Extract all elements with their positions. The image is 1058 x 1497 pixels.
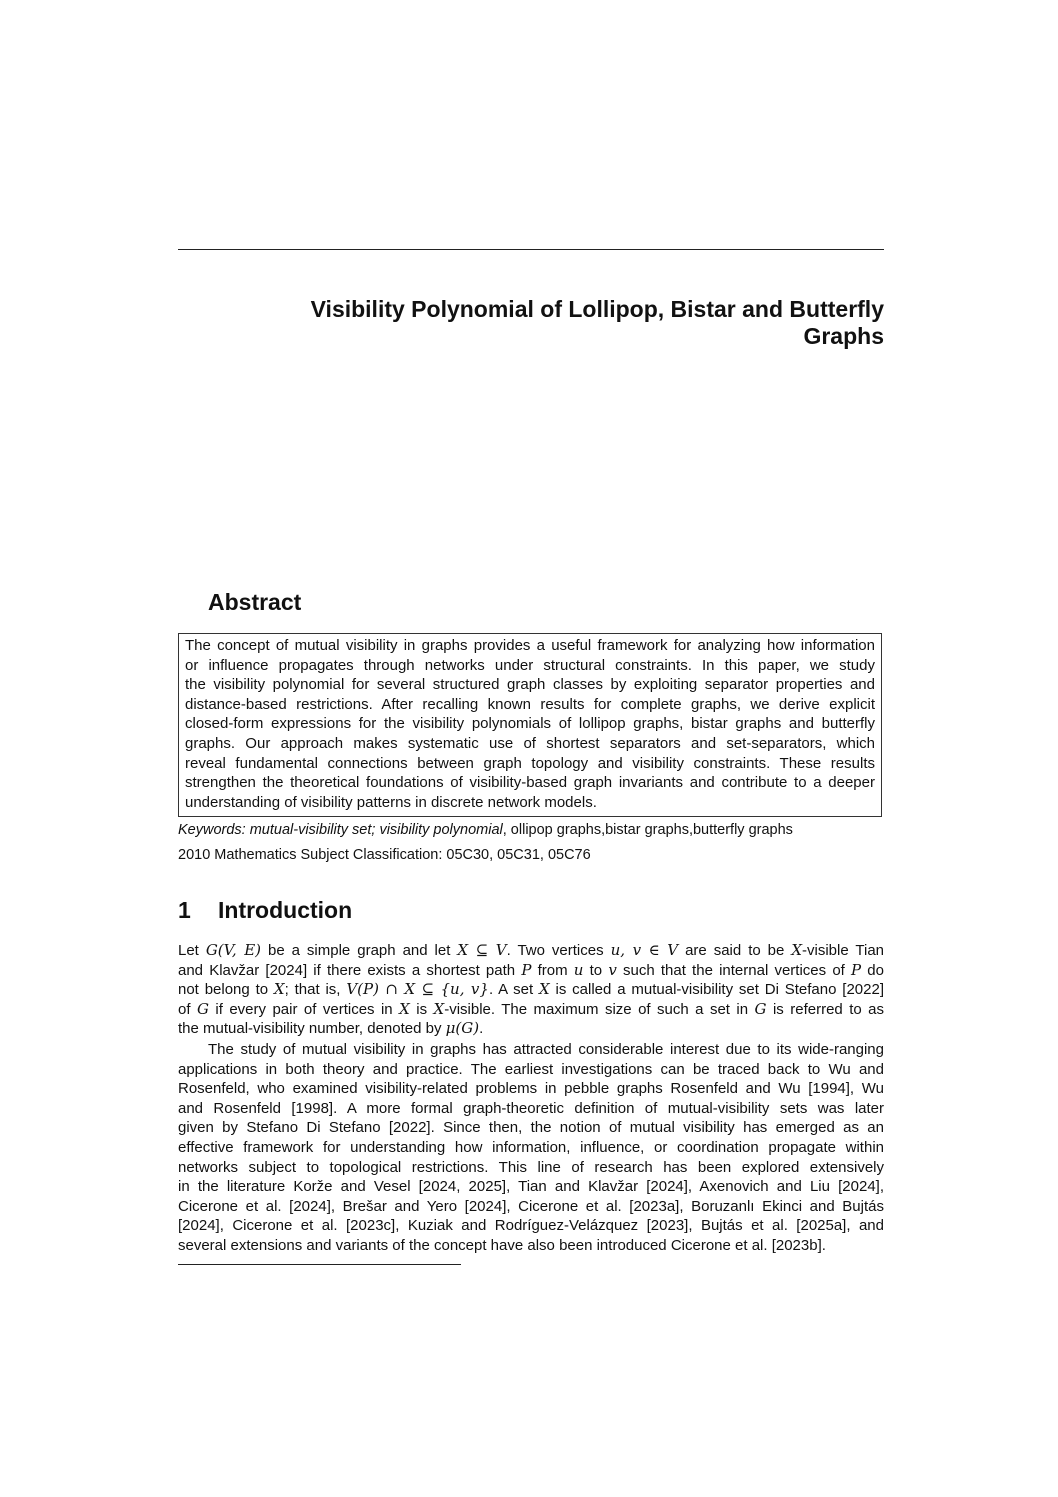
- paragraph-line: and Rosenfeld [1998]. A more formal graph-theoretic definition of mutual-visibility sets was later: [178, 1099, 884, 1117]
- title-line-1: Visibility Polynomial of Lollipop, Bistar and Butterfly: [310, 296, 884, 322]
- intro-paragraph-1: [178, 941, 884, 1039]
- abstract-box: [178, 633, 882, 817]
- abstract-heading: Abstract: [208, 589, 302, 615]
- paragraph-line: of G if every pair of vertices in X is X-visible. The maximum size of such a set in G is referred to as: [178, 999, 884, 1018]
- section-number: 1: [178, 897, 191, 923]
- section-title: Introduction: [218, 897, 353, 923]
- msc-classification: 2010 Mathematics Subject Classification: 05C30, 05C31, 05C76: [178, 847, 591, 863]
- abstract-line: closed-form expressions for the visibility polynomials of lollipop graphs, bistar graphs and butterfly: [185, 715, 875, 733]
- paragraph-line: not belong to X; that is, V(P) ∩ X ⊆ {u, v}. A set X is called a mutual-visibility set Di Stefano [2022]: [178, 980, 885, 999]
- paragraph-line: applications in both theory and practice. The earliest investigations can be traced back to Wu and: [178, 1060, 884, 1078]
- abstract-line: the visibility polynomial for several structured graph classes by exploiting separator properties and: [185, 676, 875, 694]
- keywords-label: Keywords: mutual-visibility set; visibility polynomial: [178, 822, 503, 838]
- abstract-line: reveal fundamental connections between graph topology and visibility constraints. These results: [185, 754, 875, 772]
- abstract-line: The concept of mutual visibility in graphs provides a useful framework for analyzing how information: [185, 637, 875, 654]
- abstract-line: strengthen the theoretical foundations of visibility-based graph invariants and contribute to a deeper: [185, 774, 875, 792]
- paragraph-line: in the literature Korže and Vesel [2024, 2025], Tian and Klavžar [2024], Axenovich and Liu [2024],: [178, 1178, 884, 1196]
- paragraph-line: effective framework for understanding how information, influence, or coordination propagate within: [178, 1138, 884, 1156]
- paragraph-line: and Klavžar [2024] if there exists a shortest path P from u to v such that the internal vertices of P do: [178, 960, 884, 979]
- paragraph-line: networks subject to topological restrictions. This line of research has been explored extensively: [178, 1158, 884, 1176]
- paragraph-line: given by Stefano Di Stefano [2022]. Since then, the notion of mutual visibility has emerged as an: [178, 1119, 884, 1137]
- abstract-line: graphs. Our approach makes systematic use of shortest separators and set-separators, which: [185, 734, 875, 752]
- title-line-2: Graphs: [803, 323, 884, 349]
- paragraph-line: the mutual-visibility number, denoted by μ(G).: [178, 1019, 484, 1038]
- header-rule: [178, 249, 884, 250]
- section-heading-introduction: [178, 895, 352, 925]
- keywords-rest: , ollipop graphs,bistar graphs,butterfly graphs: [502, 822, 793, 838]
- paragraph-line: several extensions and variants of the concept have also been introduced Cicerone et al. [2023b].: [178, 1236, 826, 1254]
- paragraph-line: Rosenfeld, who examined visibility-related problems in pebble graphs Rosenfeld and Wu [1994], Wu: [178, 1080, 884, 1098]
- keywords: [178, 820, 793, 840]
- paragraph-line: Cicerone et al. [2024], Brešar and Yero [2024], Cicerone et al. [2023a], Boruzanlı Ekinci and Bujtás: [178, 1197, 884, 1215]
- abstract-line: distance-based restrictions. After recalling known results for complete graphs, we derive explicit: [185, 695, 875, 713]
- paper-title: [178, 296, 884, 350]
- abstract-line: or influence propagates through networks under structural constraints. In this paper, we study: [185, 656, 875, 674]
- intro-paragraph-2: [178, 1040, 884, 1256]
- paragraph-line: [2024], Cicerone et al. [2023c], Kuziak and Rodríguez-Velázquez [2023], Bujtás et al. [2025a], and: [178, 1217, 884, 1235]
- abstract-line: understanding of visibility patterns in discrete network models.: [185, 793, 597, 811]
- paragraph-line: Let G(V, E) be a simple graph and let X ⊆ V. Two vertices u, v ∈ V are said to be X-visible Tian: [178, 941, 885, 959]
- footnote-rule: [178, 1264, 461, 1265]
- paragraph-line: The study of mutual visibility in graphs has attracted considerable interest due to its wide-ranging: [208, 1041, 884, 1058]
